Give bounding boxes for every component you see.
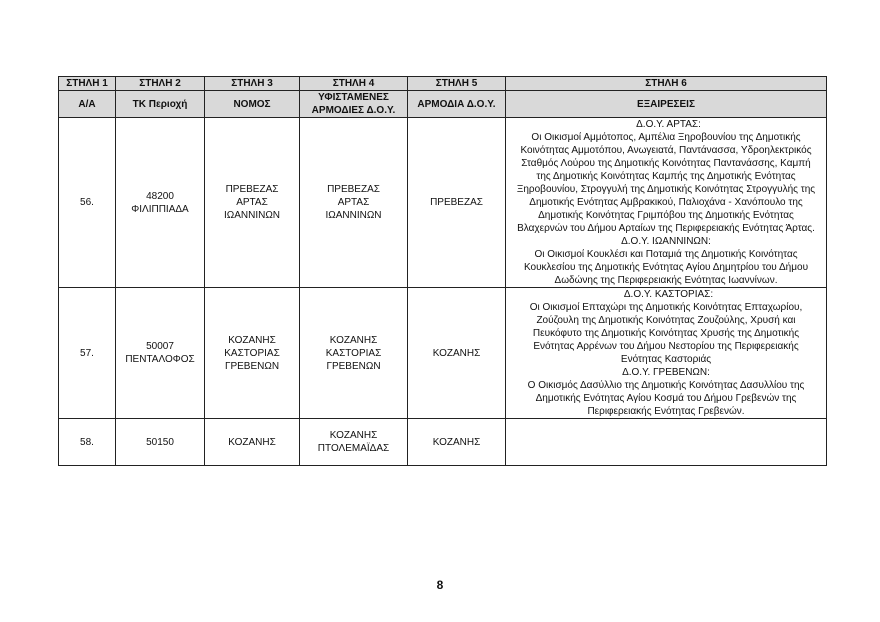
header-existing-doy-line2: ΑΡΜΟΔΙΕΣ Δ.Ο.Υ. (311, 105, 396, 116)
header-existing-doy (300, 91, 408, 118)
exception-line: Ζούζουλη της Δημοτικής Κοινότητας Ζουζούλης, Χρυσή και (536, 315, 796, 326)
nomos-line: ΓΡΕΒΕΝΩΝ (224, 360, 280, 372)
existing-doy-line: ΚΑΣΤΟΡΙΑΣ (325, 347, 382, 359)
header-competent-doy: ΑΡΜΟΔΙΑ Δ.Ο.Υ. (408, 91, 506, 118)
nomos-line: ΚΑΣΤΟΡΙΑΣ (224, 347, 280, 359)
row-aa: 56. (59, 118, 116, 288)
exception-line: Πευκόφυτο της Δημοτικής Κοινότητας Χρυσής της Δημοτικής (532, 328, 800, 339)
tk-code: 48200 (146, 190, 174, 202)
header-tk-area: ΤΚ Περιοχή (116, 91, 205, 118)
existing-doy-line: ΚΟΖΑΝΗΣ (329, 430, 378, 441)
col-header-1: ΣΤΗΛΗ 1 (59, 77, 116, 91)
table-row (59, 288, 827, 419)
row-aa: 57. (59, 288, 116, 419)
exception-line: Οι Οικισμοί Κουκλέσι και Ποταμιά της Δημοτικής Κοινότητας (534, 249, 798, 260)
row-nomos (205, 288, 300, 419)
header-aa: Α/Α (59, 91, 116, 118)
exception-line: Κουκλεσίου της Δημοτικής Ενότητας Αγίου Δημητρίου του Δήμου (523, 262, 809, 273)
col-header-2: ΣΤΗΛΗ 2 (116, 77, 205, 91)
nomos-line: ΙΩΑΝΝΙΝΩΝ (223, 210, 281, 221)
col-header-6: ΣΤΗΛΗ 6 (506, 77, 827, 91)
exception-line: Ο Οικισμός Δασύλλιο της Δημοτικής Κοινότητας Δασυλλίου της (527, 380, 805, 391)
document-table (58, 76, 827, 466)
tk-code: 50007 (146, 341, 174, 352)
column-number-header-row (59, 77, 827, 91)
exception-line: Ενότητας Αρρένων του Δήμου Νεστορίου της Περιφερειακής (533, 341, 799, 352)
existing-doy-line: ΚΟΖΑΝΗΣ (329, 334, 378, 346)
existing-doy-line: ΠΡΕΒΕΖΑΣ (327, 184, 380, 195)
exception-line: Οι Οικισμοί Αμμότοπος, Αμπέλια Ξηροβουνίου της Δημοτικής (531, 132, 801, 143)
table-row (59, 118, 827, 288)
row-tk: 50150 (116, 419, 205, 466)
exception-line: Δ.Ο.Υ. ΑΡΤΑΣ: (636, 119, 701, 130)
row-exceptions (506, 419, 827, 466)
tk-area: ΦΙΛΙΠΠΙΑΔΑ (131, 203, 189, 215)
exception-line: Δωδώνης της Περιφερειακής Ενότητας Ιωαννίνων. (554, 275, 778, 286)
exception-line: Οι Οικισμοί Επταχώρι της Δημοτικής Κοινότητας Επταχωρίου, (529, 302, 803, 313)
col-header-4: ΣΤΗΛΗ 4 (300, 77, 408, 91)
exception-line: Κοινότητας Αμμοτόπου, Ανωγειατά, Παντάνασσα, Υδροηλεκτρικός (520, 145, 812, 156)
exception-line: Δ.Ο.Υ. ΓΡΕΒΕΝΩΝ: (622, 367, 710, 378)
exception-line: Ξηροβουνίου, Στρογγυλή της Δημοτικής Κοινότητας Στρογγυλής της (516, 184, 816, 195)
header-existing-doy-line1: ΥΦΙΣΤΑΜΕΝΕΣ (318, 92, 389, 103)
row-tk (116, 288, 205, 419)
exception-line: Βλαχερνών του Δήμου Αρταίων της Περιφερειακής Ενότητας Άρτας. (517, 223, 815, 234)
nomos-line: ΠΡΕΒΕΖΑΣ (225, 184, 279, 195)
row-aa: 58. (59, 419, 116, 466)
nomos-line: ΑΡΤΑΣ (236, 197, 268, 208)
row-existing-doy (300, 118, 408, 288)
table-row (59, 419, 827, 466)
nomos-line: ΚΟΖΑΝΗΣ (228, 334, 276, 346)
row-competent-doy: ΚΟΖΑΝΗΣ (408, 288, 506, 419)
row-tk (116, 118, 205, 288)
exception-line: της Δημοτικής Κοινότητας Καμπής της Δημοτικής Ενότητας (536, 171, 796, 182)
exception-line: Δ.Ο.Υ. ΚΑΣΤΟΡΙΑΣ: (623, 289, 714, 300)
row-exceptions (506, 288, 827, 419)
exception-line: Δημοτικής Κοινότητας Γριμπόβου της Δημοτικής Ενότητας (538, 210, 794, 221)
col-header-3: ΣΤΗΛΗ 3 (205, 77, 300, 91)
page-number: 8 (436, 578, 444, 592)
header-nomos: ΝΟΜΟΣ (205, 91, 300, 118)
row-nomos: ΚΟΖΑΝΗΣ (205, 419, 300, 466)
row-existing-doy (300, 288, 408, 419)
existing-doy-line: ΠΤΟΛΕΜΑΪΔΑΣ (317, 443, 390, 454)
header-exceptions: ΕΞΑΙΡΕΣΕΙΣ (506, 91, 827, 118)
row-existing-doy (300, 419, 408, 466)
row-exceptions (506, 118, 827, 288)
exception-line: Περιφερειακής Ενότητας Γρεβενών. (587, 406, 745, 417)
row-nomos (205, 118, 300, 288)
existing-doy-line: ΓΡΕΒΕΝΩΝ (326, 360, 381, 372)
existing-doy-line: ΑΡΤΑΣ (337, 197, 370, 208)
exception-line: Δημοτικής Ενότητας Αμβρακικού, Παλιοχάνα - Χανόπουλο της (529, 197, 803, 208)
row-competent-doy: ΠΡΕΒΕΖΑΣ (408, 118, 506, 288)
column-title-header-row (59, 91, 827, 118)
existing-doy-line: ΙΩΑΝΝΙΝΩΝ (325, 210, 382, 221)
row-competent-doy: ΚΟΖΑΝΗΣ (408, 419, 506, 466)
exception-line: Ενότητας Καστοριάς (620, 354, 712, 365)
exception-line: Δ.Ο.Υ. ΙΩΑΝΝΙΝΩΝ: (621, 236, 711, 247)
col-header-5: ΣΤΗΛΗ 5 (408, 77, 506, 91)
exception-line: Δημοτικής Ενότητας Αγίου Κοσμά του Δήμου Γρεβενών της (535, 393, 797, 404)
tk-area: ΠΕΝΤΑΛΟΦΟΣ (125, 354, 195, 365)
exception-line: Σταθμός Λούρου της Δημοτικής Κοινότητας Παντανάσσης, Καμπή (521, 158, 811, 169)
